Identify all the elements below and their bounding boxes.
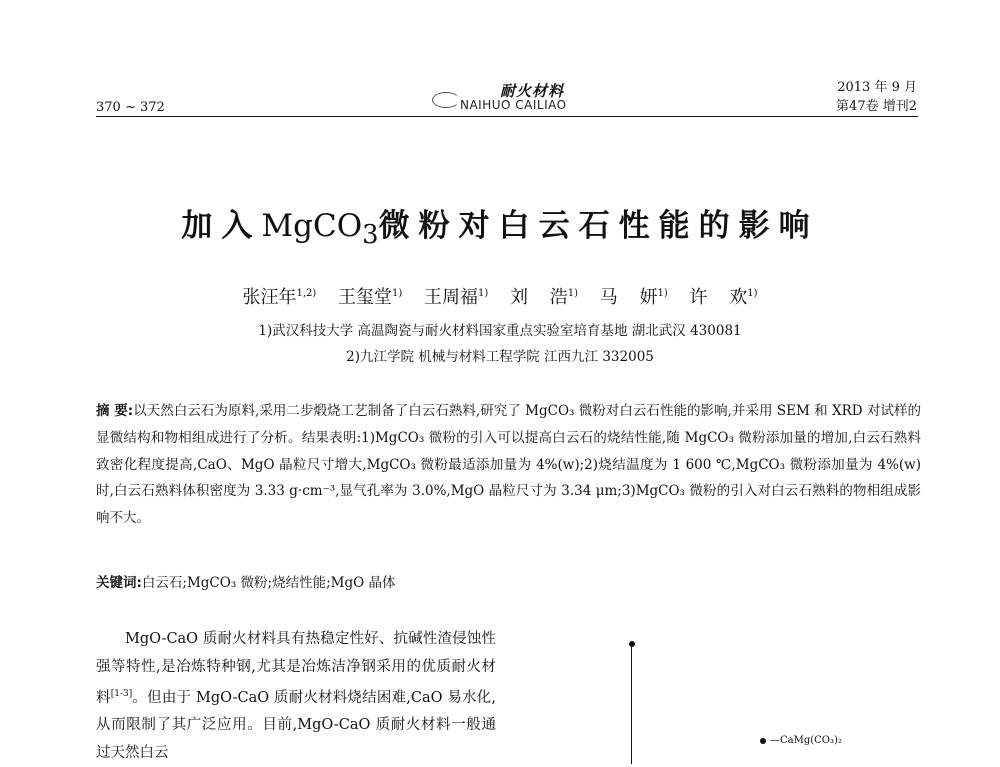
title-before: 加入 [181,208,262,244]
keywords-label: 关键词: [96,575,142,591]
figure-marker [629,641,635,647]
keywords-text: 白云石;MgCO₃ 微粉;烧结性能;MgO 晶体 [141,575,396,591]
affiliation-1: 1)武汉科技大学 高温陶瓷与耐火材料国家重点实验室培育基地 湖北武汉 430081 [258,323,742,339]
body-paragraph: MgO-CaO 质耐火材料具有热稳定性好、抗碱性渣侵蚀性强等特性,是冶炼特种钢,尤其是冶炼洁净钢采用的优质耐火材料[1-3]。但由于 MgO-CaO 质耐火材料烧结困难,CaO 易水化,从而限制了其广泛应用。目前,MgO-CaO 质耐火材料一般通过天然白云 [96,631,496,761]
author: 张汪年$^{1,2)}$ [242,287,317,308]
author: 王玺堂$^{1)}$ [338,287,403,308]
author: 许 欢$^{1)}$ [689,287,758,308]
journal-logo-icon [432,92,460,108]
figure-legend [760,735,842,746]
affiliation-2: 2)九江学院 机械与材料工程学院 江西九江 332005 [346,349,654,365]
author-list [0,283,1000,309]
title-chem: MgCO$_3$ [261,208,379,251]
page-range: 370 ~ 372 [96,100,165,115]
issue-volume: 第47卷 增刊2 [836,99,917,114]
journal-name-en: NAIHUO CAILIAO [460,98,567,112]
legend-label: —CaMg(CO₃)₂ [770,735,842,746]
body-column [96,626,496,767]
citation: [1-3] [110,689,133,699]
abstract-text: 以天然白云石为原料,采用二步煅烧工艺制备了白云石熟料,研究了 MgCO₃ 微粉对白云石性能的影响,并采用 SEM 和 XRD 对试样的显微结构和物相组成进行了分析。结果表明:1)MgCO₃ 微粉的引入可以提高白云石的烧结性能,随 MgCO₃ 微粉添加量的增加,白云石熟料致密化程度提高,CaO、MgO 晶粒尺寸增大,MgCO₃ 微粉最适添加量为 4%(w);2)烧结温度为 1 600 ℃,MgCO₃ 微粉添加量为 4%(w)时,白云石熟料体积密度为 3.33 g·cm⁻³,显气孔率为 3.0%,MgO 晶粒尺寸为 3.34 μm;3)MgCO₃ 微粉的引入对白云石熟料的物相组成影响不大。 [96,403,921,527]
author: 马 妍$^{1)}$ [599,287,668,308]
author: 刘 浩$^{1)}$ [510,287,579,308]
title-after: 微粉对白云石性能的影响 [378,208,819,244]
journal-name-cn: 耐火材料 [500,82,565,100]
issue-date: 2013 年 9 月 [837,80,917,95]
header-rule [96,116,918,117]
legend-dot-icon [760,738,766,744]
abstract-label: 摘 要: [96,403,134,419]
keywords [96,571,395,591]
author: 王周福$^{1)}$ [424,287,489,308]
figure-axis-line [631,645,632,764]
paper-title [0,200,1000,250]
abstract [96,398,921,532]
